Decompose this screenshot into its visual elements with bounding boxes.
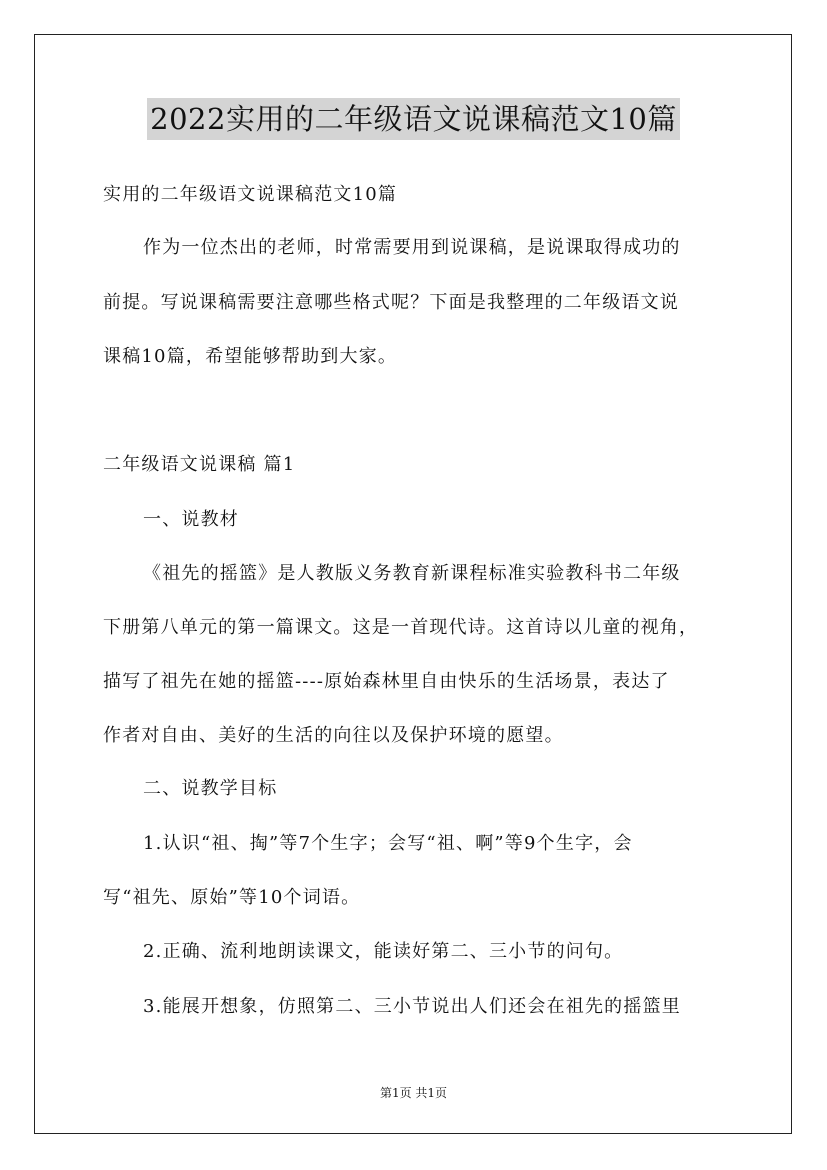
part1-line-1: 《祖先的摇篮》是人教版义务教育新课程标准实验教科书二年级 [143,563,681,584]
subtitle: 实用的二年级语文说课稿范文10篇 [103,184,398,205]
part1-line-4: 作者对自由、美好的生活的向往以及保护环境的愿望。 [103,725,564,746]
title-container [0,98,827,140]
section-heading: 二年级语文说课稿 篇1 [103,454,296,475]
part1-line-3: 描写了祖先在她的摇篮----原始森林里自由快乐的生活场景，表达了 [103,671,670,692]
goal2-line: 2.正确、流利地朗读课文，能读好第二、三小节的问句。 [143,941,624,962]
intro-line-1: 作为一位杰出的老师，时常需要用到说课稿，是说课取得成功的 [143,237,681,258]
goal1-line-1: 1.认识“祖、掏”等7个生字；会写“祖、啊”等9个生字，会 [143,833,633,854]
part1-heading: 一、说教材 [143,509,239,530]
part1-line-2: 下册第八单元的第一篇课文。这是一首现代诗。这首诗以儿童的视角， [103,617,699,638]
page-footer: 第1页 共1页 [379,1086,448,1100]
goal3-line: 3.能展开想象，仿照第二、三小节说出人们还会在祖先的摇篮里 [143,996,681,1017]
part2-heading: 二、说教学目标 [143,778,278,799]
intro-line-2: 前提。写说课稿需要注意哪些格式呢？下面是我整理的二年级语文说 [103,292,679,313]
goal1-line-2: 写“祖先、原始”等10个词语。 [103,887,361,908]
intro-line-3: 课稿10篇，希望能够帮助到大家。 [103,346,398,367]
document-title: 2022实用的二年级语文说课稿范文10篇 [147,98,680,140]
